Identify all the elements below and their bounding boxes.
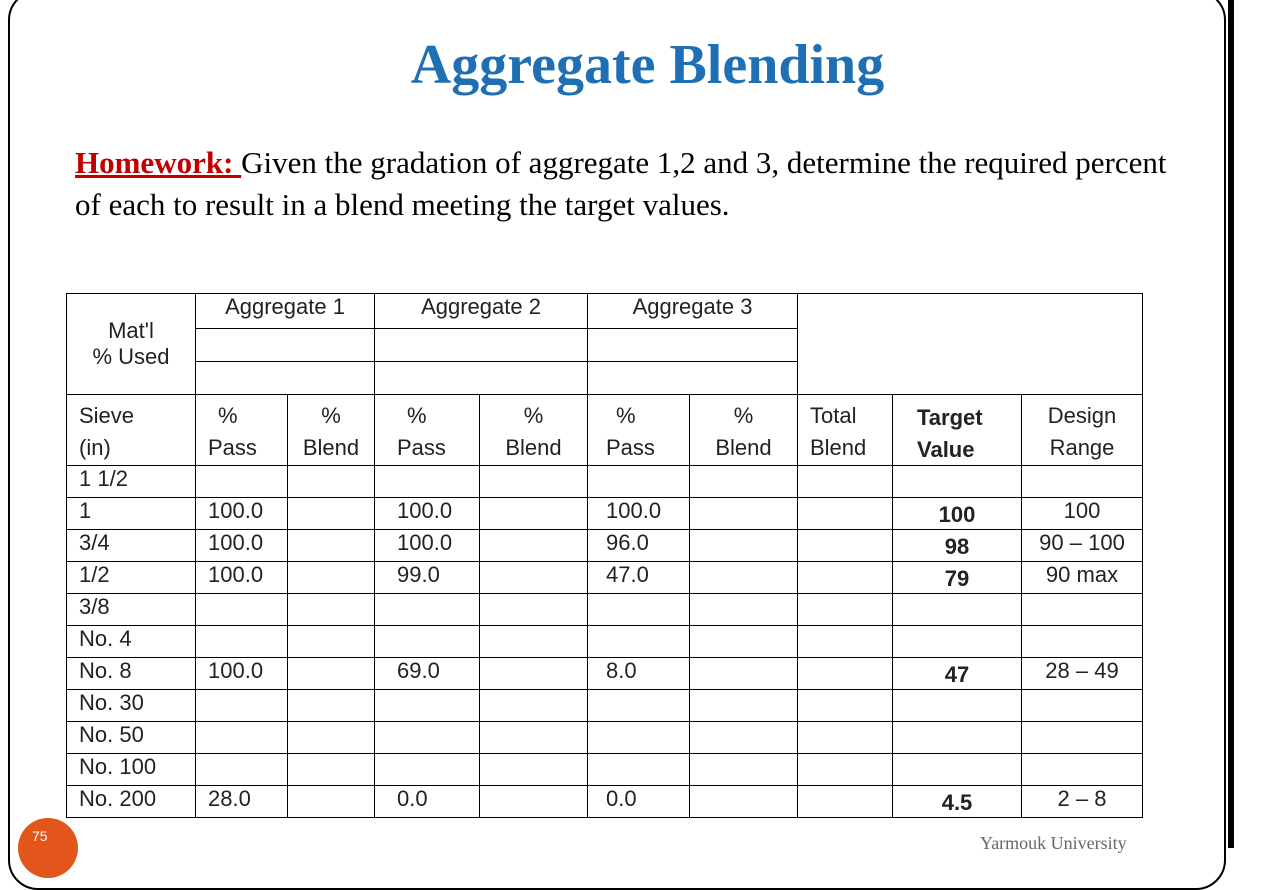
university-logo <box>18 818 78 878</box>
agg2-pass-cell <box>375 754 480 786</box>
total-blend-cell <box>798 690 893 722</box>
agg2-blend-cell <box>480 626 588 658</box>
pct-sym: % <box>321 403 341 428</box>
table-row <box>67 690 1143 722</box>
agg1-pass-cell: 100.0 <box>196 658 288 690</box>
pct-sym: % <box>407 403 427 428</box>
matl-header <box>67 294 196 395</box>
design-range-header <box>1022 395 1143 466</box>
agg3-pct-used-cell <box>588 329 798 362</box>
agg3-blend-cell <box>690 530 798 562</box>
target-value-cell <box>893 754 1022 786</box>
agg1-pass-cell <box>196 466 288 498</box>
agg2-blend-cell <box>480 594 588 626</box>
blend-label: Blend <box>505 435 562 460</box>
pass-label: Pass <box>606 435 655 460</box>
total-blend-cell <box>798 754 893 786</box>
header-blank <box>798 294 1143 395</box>
agg2-pct-used-cell <box>375 329 588 362</box>
table-row <box>67 786 1143 818</box>
table-row <box>67 498 1143 530</box>
agg2-pass-cell: 0.0 <box>375 786 480 818</box>
blend-label: Blend <box>715 435 772 460</box>
target-line2: Value <box>917 437 975 462</box>
agg1-pass-cell <box>196 690 288 722</box>
agg1-pass-header <box>196 395 288 466</box>
total-line1: Total <box>810 403 857 428</box>
agg1-pass-cell <box>196 754 288 786</box>
agg2-pass-cell <box>375 722 480 754</box>
agg1-blend-cell <box>288 690 375 722</box>
homework-text <box>75 142 1175 226</box>
total-blend-cell <box>798 594 893 626</box>
homework-body: Given the gradation of aggregate 1,2 and 3, determine the required percent of each to result in a blend meeting the target values. <box>75 145 1167 222</box>
slide-edge <box>1228 0 1234 848</box>
aggregate-1-header: Aggregate 1 <box>196 294 375 329</box>
agg3-pass-cell: 47.0 <box>588 562 690 594</box>
agg1-blend-header <box>288 395 375 466</box>
agg3-blend-cell <box>690 466 798 498</box>
table-row <box>67 562 1143 594</box>
sieve-cell: No. 50 <box>67 722 196 754</box>
total-blend-cell <box>798 786 893 818</box>
agg3-blend-cell <box>690 562 798 594</box>
total-blend-cell <box>798 626 893 658</box>
agg1-blend-cell <box>288 530 375 562</box>
agg2-blend-cell <box>480 754 588 786</box>
target-line1: Target <box>917 405 983 430</box>
target-value-cell: 79 <box>893 562 1022 594</box>
target-value-cell: 98 <box>893 530 1022 562</box>
total-blend-cell <box>798 722 893 754</box>
aggregate-3-header: Aggregate 3 <box>588 294 798 329</box>
target-value-cell <box>893 690 1022 722</box>
aggregate-2-header: Aggregate 2 <box>375 294 588 329</box>
agg2-pass-cell: 100.0 <box>375 530 480 562</box>
agg1-extra-cell <box>196 362 375 395</box>
design-range-cell: 90 – 100 <box>1022 530 1143 562</box>
table-row <box>67 530 1143 562</box>
agg2-blend-cell <box>480 466 588 498</box>
homework-label: Homework: <box>75 145 242 180</box>
agg3-blend-cell <box>690 594 798 626</box>
agg3-pass-cell <box>588 690 690 722</box>
agg1-blend-cell <box>288 498 375 530</box>
agg3-pass-cell <box>588 754 690 786</box>
agg2-blend-cell <box>480 658 588 690</box>
sieve-cell: No. 8 <box>67 658 196 690</box>
total-blend-header <box>798 395 893 466</box>
total-blend-cell <box>798 466 893 498</box>
pct-sym: % <box>616 403 636 428</box>
table-row <box>67 754 1143 786</box>
table-row <box>67 626 1143 658</box>
sieve-cell: No. 4 <box>67 626 196 658</box>
table-row <box>67 658 1143 690</box>
agg1-blend-cell <box>288 658 375 690</box>
agg3-blend-cell <box>690 754 798 786</box>
sieve-cell: 1 1/2 <box>67 466 196 498</box>
agg1-pass-cell: 100.0 <box>196 498 288 530</box>
agg3-pass-cell <box>588 626 690 658</box>
table-row <box>67 466 1143 498</box>
agg3-pass-cell: 0.0 <box>588 786 690 818</box>
sieve-line1: Sieve <box>79 403 135 428</box>
sieve-cell: 1/2 <box>67 562 196 594</box>
agg3-blend-header <box>690 395 798 466</box>
agg2-pass-header <box>375 395 480 466</box>
slide-title: Aggregate Blending <box>410 34 885 96</box>
total-blend-cell <box>798 658 893 690</box>
sieve-cell: 3/4 <box>67 530 196 562</box>
agg2-pass-cell: 69.0 <box>375 658 480 690</box>
target-value-cell: 100 <box>893 498 1022 530</box>
blend-label: Blend <box>302 435 360 460</box>
pct-sym: % <box>523 403 544 428</box>
agg1-blend-cell <box>288 466 375 498</box>
agg2-pass-cell <box>375 626 480 658</box>
agg1-blend-cell <box>288 754 375 786</box>
agg3-blend-cell <box>690 658 798 690</box>
agg3-extra-cell <box>588 362 798 395</box>
agg3-pass-cell: 8.0 <box>588 658 690 690</box>
agg3-pass-cell <box>588 594 690 626</box>
footer-university: Yarmouk University <box>980 833 1127 853</box>
sieve-header <box>67 395 196 466</box>
design-range-cell: 100 <box>1022 498 1143 530</box>
agg2-pass-cell: 100.0 <box>375 498 480 530</box>
agg1-pass-cell: 28.0 <box>196 786 288 818</box>
agg3-pass-cell: 96.0 <box>588 530 690 562</box>
target-value-cell: 4.5 <box>893 786 1022 818</box>
agg2-pass-cell <box>375 594 480 626</box>
agg1-blend-cell <box>288 594 375 626</box>
agg1-pass-cell: 100.0 <box>196 562 288 594</box>
agg3-pass-cell <box>588 466 690 498</box>
target-value-cell: 47 <box>893 658 1022 690</box>
sieve-cell: 1 <box>67 498 196 530</box>
target-value-cell <box>893 594 1022 626</box>
page-number: 75 <box>32 828 48 844</box>
sieve-cell: No. 100 <box>67 754 196 786</box>
total-blend-cell <box>798 562 893 594</box>
table-row <box>67 722 1143 754</box>
agg2-extra-cell <box>375 362 588 395</box>
agg2-pass-cell <box>375 690 480 722</box>
agg2-blend-cell <box>480 530 588 562</box>
target-value-cell <box>893 466 1022 498</box>
design-range-cell: 2 – 8 <box>1022 786 1143 818</box>
agg2-blend-header <box>480 395 588 466</box>
agg2-pass-cell: 99.0 <box>375 562 480 594</box>
total-blend-cell <box>798 530 893 562</box>
agg3-pass-cell <box>588 722 690 754</box>
agg3-blend-cell <box>690 786 798 818</box>
design-range-cell: 90 max <box>1022 562 1143 594</box>
agg3-blend-cell <box>690 690 798 722</box>
gradation-table <box>66 293 1143 818</box>
agg1-pass-cell: 100.0 <box>196 530 288 562</box>
sieve-line2: (in) <box>79 435 111 460</box>
agg3-pass-cell: 100.0 <box>588 498 690 530</box>
target-value-cell <box>893 626 1022 658</box>
agg1-pass-cell <box>196 594 288 626</box>
agg1-pass-cell <box>196 722 288 754</box>
design-range-cell <box>1022 754 1143 786</box>
total-blend-cell <box>798 498 893 530</box>
agg1-blend-cell <box>288 722 375 754</box>
design-line1: Design <box>1047 403 1117 428</box>
agg1-blend-cell <box>288 562 375 594</box>
pct-sym: % <box>218 403 238 428</box>
design-range-cell <box>1022 626 1143 658</box>
agg1-pass-cell <box>196 626 288 658</box>
agg1-blend-cell <box>288 786 375 818</box>
design-line2: Range <box>1049 435 1115 460</box>
target-value-header <box>893 395 1022 466</box>
design-range-cell <box>1022 722 1143 754</box>
agg1-blend-cell <box>288 626 375 658</box>
agg3-blend-cell <box>690 498 798 530</box>
sieve-cell: No. 30 <box>67 690 196 722</box>
pass-label: Pass <box>208 435 257 460</box>
design-range-cell <box>1022 594 1143 626</box>
design-range-cell: 28 – 49 <box>1022 658 1143 690</box>
agg3-blend-cell <box>690 722 798 754</box>
agg2-blend-cell <box>480 498 588 530</box>
sieve-cell: 3/8 <box>67 594 196 626</box>
pass-label: Pass <box>397 435 446 460</box>
agg3-blend-cell <box>690 626 798 658</box>
design-range-cell <box>1022 466 1143 498</box>
table-row <box>67 594 1143 626</box>
agg2-blend-cell <box>480 690 588 722</box>
agg1-pct-used-cell <box>196 329 375 362</box>
total-line2: Blend <box>810 435 867 460</box>
agg2-blend-cell <box>480 786 588 818</box>
agg2-blend-cell <box>480 722 588 754</box>
agg3-pass-header <box>588 395 690 466</box>
pct-sym: % <box>733 403 754 428</box>
agg2-pass-cell <box>375 466 480 498</box>
target-value-cell <box>893 722 1022 754</box>
sieve-cell: No. 200 <box>67 786 196 818</box>
design-range-cell <box>1022 690 1143 722</box>
agg2-blend-cell <box>480 562 588 594</box>
matl-line1: Mat'l <box>108 318 154 343</box>
matl-line2: % Used <box>92 344 170 369</box>
